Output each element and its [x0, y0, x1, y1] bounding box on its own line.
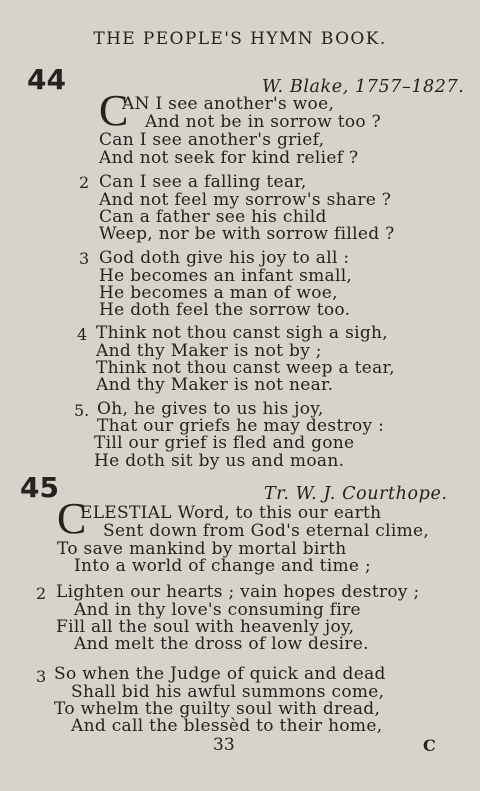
hymn-45-v2-line2: And in thy love's consuming fire: [74, 600, 361, 620]
hymn-44-v3-line2: He becomes an infant small,: [99, 266, 353, 286]
hymn-44-v2-line4: Weep, nor be with sorrow filled ?: [99, 224, 395, 244]
hymn-44-v3-line3: He becomes a man of woe,: [99, 283, 338, 303]
hymn-44-v2-line2: And not feel my sorrow's share ?: [99, 190, 392, 210]
hymn-44-v4-line4: And thy Maker is not near.: [96, 375, 334, 395]
hymn-44-v5-line2: That our griefs he may destroy :: [97, 416, 385, 436]
hymn-44-v4-line3: Think not thou canst weep a tear,: [96, 358, 395, 378]
hymn-45-v1-line2: Sent down from God's eternal clime,: [103, 521, 430, 541]
hymn-44-v5-line4: He doth sit by us and moan.: [94, 451, 345, 471]
hymn-44-v5-line3: Till our grief is fled and gone: [94, 433, 355, 453]
hymn-44-verse-3-number: 3: [79, 249, 90, 268]
hymn-44-dropcap: C: [99, 86, 129, 135]
hymn-45-author: Tr. W. J. Courthope.: [264, 484, 448, 504]
hymn-45-v2-line1: Lighten our hearts ; vain hopes destroy ;: [56, 582, 420, 602]
hymn-44-v1-line4: And not seek for kind relief ?: [99, 148, 359, 168]
hymn-44-author: W. Blake, 1757–1827.: [262, 77, 465, 97]
signature-mark: C: [423, 736, 436, 755]
hymn-45-dropcap: C: [57, 494, 87, 543]
hymn-45-v3-line1: So when the Judge of quick and dead: [54, 664, 386, 684]
hymn-44-verse-2-number: 2: [79, 173, 90, 192]
hymn-45-v3-line4: And call the blessèd to their home,: [71, 716, 383, 736]
hymn-45-v1-line4: Into a world of change and time ;: [74, 556, 371, 576]
hymn-45-v2-line4: And melt the dross of low desire.: [74, 634, 369, 654]
hymn-45-v3-line2: Shall bid his awful summons come,: [71, 682, 385, 702]
hymn-45-v2-line3: Fill all the soul with heavenly joy,: [56, 617, 355, 637]
hymn-44-v1-line2: And not be in sorrow too ?: [145, 112, 382, 132]
hymn-44-v2-line3: Can a father see his child: [99, 207, 327, 227]
hymn-44-v2-line1: Can I see a falling tear,: [99, 172, 307, 192]
hymn-45-v1-line1: ELESTIAL Word, to this our earth: [80, 503, 382, 523]
hymn-44-verse-5-number: 5.: [74, 401, 90, 420]
hymn-44-v4-line2: And thy Maker is not by ;: [96, 341, 322, 361]
hymn-44-v5-line1: Oh, he gives to us his joy,: [97, 399, 324, 419]
hymn-44-v1-line1: AN I see another's woe,: [122, 94, 335, 114]
hymn-45-number: 45: [20, 471, 59, 504]
hymn-44-v4-line1: Think not thou canst sigh a sigh,: [96, 323, 388, 343]
page-header: THE PEOPLE'S HYMN BOOK.: [93, 29, 387, 49]
hymn-44-v1-line3: Can I see another's grief,: [99, 130, 325, 150]
hymn-44-v3-line1: God doth give his joy to all :: [99, 248, 350, 268]
hymn-45-v3-line3: To whelm the guilty soul with dread,: [54, 699, 381, 719]
hymn-44-v3-line4: He doth feel the sorrow too.: [99, 300, 351, 320]
hymn-45-verse-2-number: 2: [36, 584, 47, 603]
hymn-44-number: 44: [27, 63, 66, 96]
hymn-45-v1-line3: To save mankind by mortal birth: [57, 539, 347, 559]
hymn-44-verse-4-number: 4: [77, 325, 88, 344]
page-number: 33: [213, 735, 235, 755]
hymn-45-verse-3-number: 3: [36, 667, 47, 686]
